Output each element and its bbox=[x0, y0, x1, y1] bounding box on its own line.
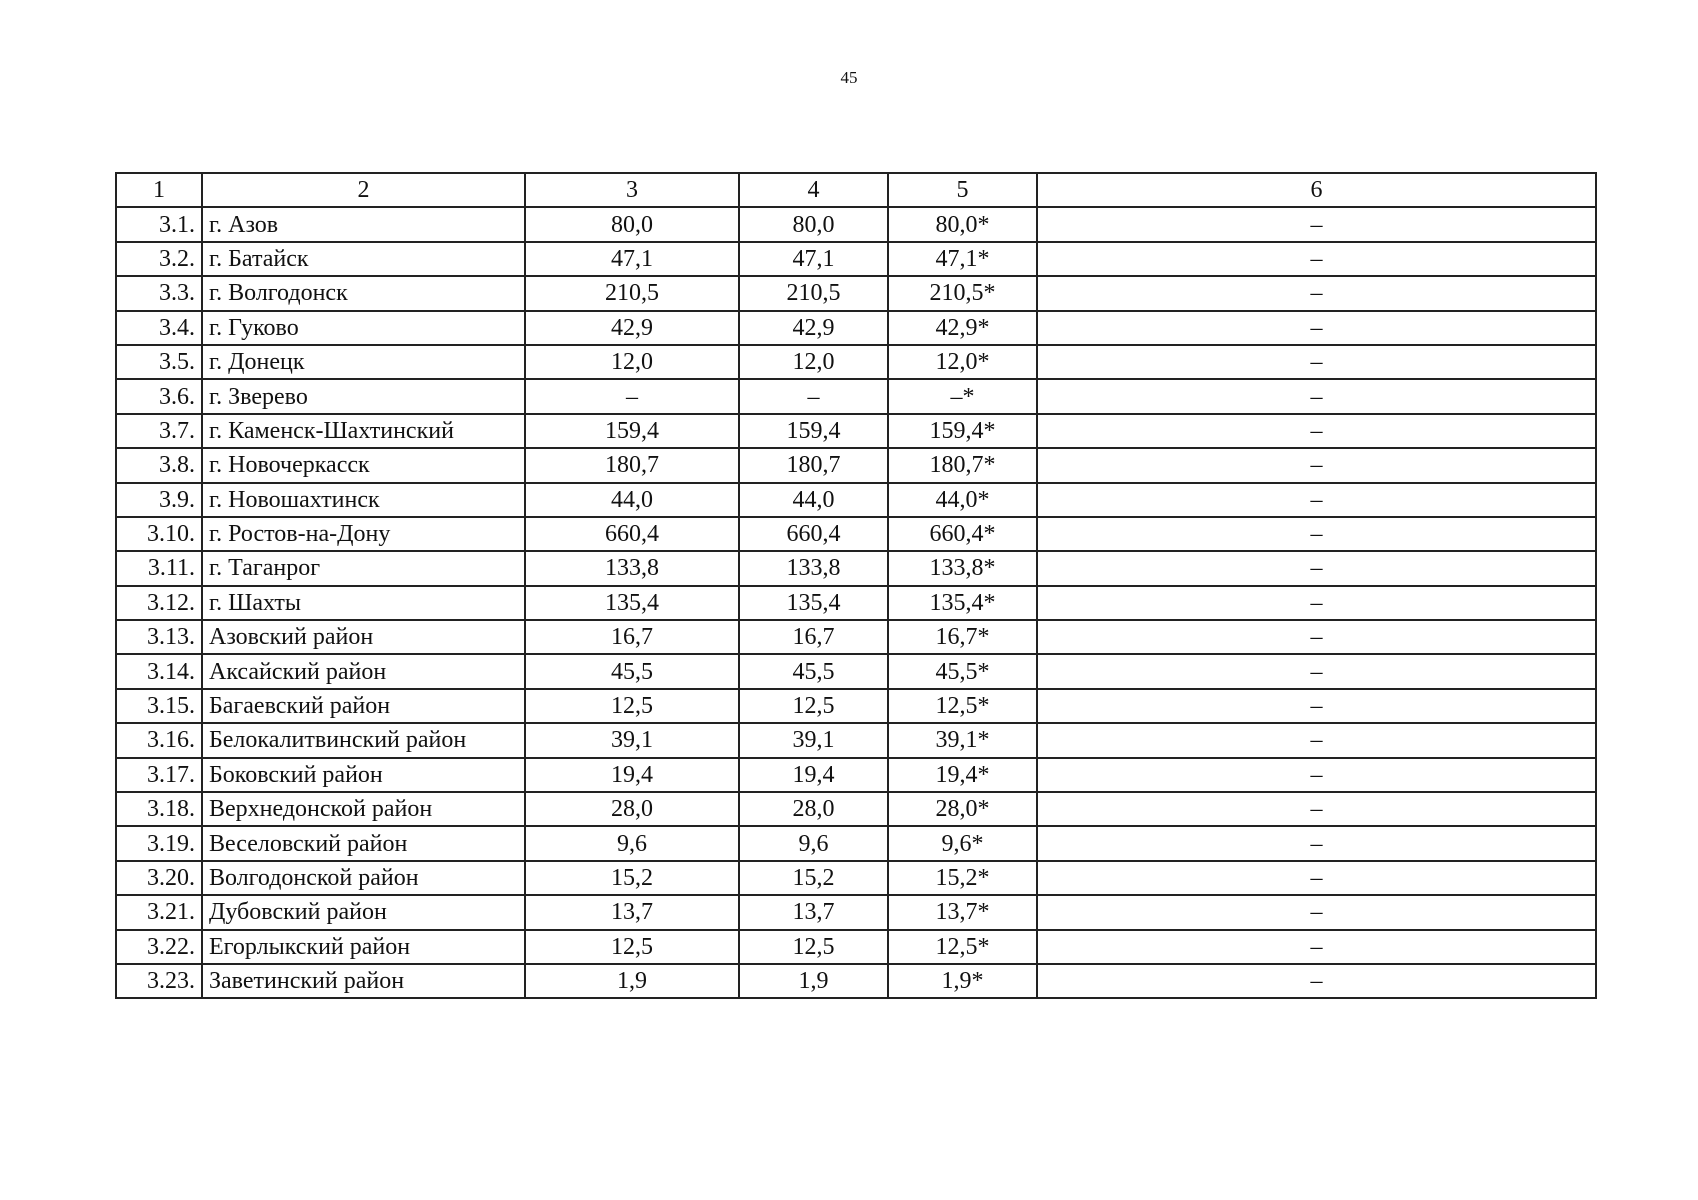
row-col3-cell: 28,0 bbox=[525, 792, 739, 826]
row-col4-cell: 180,7 bbox=[739, 448, 888, 482]
row-col3-cell: 12,5 bbox=[525, 689, 739, 723]
row-col4-cell: 15,2 bbox=[739, 861, 888, 895]
row-col3-cell: 12,0 bbox=[525, 345, 739, 379]
table-row bbox=[116, 517, 1596, 551]
row-col6-cell: – bbox=[1037, 689, 1596, 723]
row-col4-cell: 159,4 bbox=[739, 414, 888, 448]
row-name-cell: г. Таганрог bbox=[202, 551, 525, 585]
row-col5-cell: 47,1* bbox=[888, 242, 1037, 276]
row-col5-cell: 660,4* bbox=[888, 517, 1037, 551]
row-col3-cell: 42,9 bbox=[525, 311, 739, 345]
row-number-cell: 3.15. bbox=[116, 689, 202, 723]
row-col5-cell: 45,5* bbox=[888, 654, 1037, 688]
header-col-5: 5 bbox=[888, 173, 1037, 207]
row-number-cell: 3.21. bbox=[116, 895, 202, 929]
row-col3-cell: 1,9 bbox=[525, 964, 739, 998]
row-number-cell: 3.6. bbox=[116, 379, 202, 413]
row-col4-cell: 12,5 bbox=[739, 930, 888, 964]
row-col3-cell: 47,1 bbox=[525, 242, 739, 276]
row-col5-cell: 28,0* bbox=[888, 792, 1037, 826]
row-number-cell: 3.14. bbox=[116, 654, 202, 688]
table-row bbox=[116, 414, 1596, 448]
row-col3-cell: 159,4 bbox=[525, 414, 739, 448]
row-number-cell: 3.18. bbox=[116, 792, 202, 826]
row-col5-cell: 42,9* bbox=[888, 311, 1037, 345]
row-number-cell: 3.22. bbox=[116, 930, 202, 964]
table-header-row bbox=[116, 173, 1596, 207]
row-col5-cell: –* bbox=[888, 379, 1037, 413]
row-number-cell: 3.8. bbox=[116, 448, 202, 482]
row-col3-cell: 19,4 bbox=[525, 758, 739, 792]
row-name-cell: Белокалитвинский район bbox=[202, 723, 525, 757]
row-name-cell: Веселовский район bbox=[202, 826, 525, 860]
header-col-6: 6 bbox=[1037, 173, 1596, 207]
row-name-cell: Волгодонской район bbox=[202, 861, 525, 895]
row-col6-cell: – bbox=[1037, 345, 1596, 379]
row-col5-cell: 39,1* bbox=[888, 723, 1037, 757]
row-col6-cell: – bbox=[1037, 207, 1596, 241]
table-row bbox=[116, 861, 1596, 895]
row-col5-cell: 12,5* bbox=[888, 689, 1037, 723]
table-row bbox=[116, 758, 1596, 792]
row-number-cell: 3.13. bbox=[116, 620, 202, 654]
row-col4-cell: 16,7 bbox=[739, 620, 888, 654]
table-row bbox=[116, 483, 1596, 517]
row-number-cell: 3.3. bbox=[116, 276, 202, 310]
table-row bbox=[116, 723, 1596, 757]
table-row bbox=[116, 620, 1596, 654]
row-col6-cell: – bbox=[1037, 654, 1596, 688]
row-name-cell: г. Волгодонск bbox=[202, 276, 525, 310]
row-col5-cell: 180,7* bbox=[888, 448, 1037, 482]
row-name-cell: г. Каменск-Шахтинский bbox=[202, 414, 525, 448]
row-name-cell: Егорлыкский район bbox=[202, 930, 525, 964]
row-col4-cell: 9,6 bbox=[739, 826, 888, 860]
row-col4-cell: 13,7 bbox=[739, 895, 888, 929]
table-row bbox=[116, 242, 1596, 276]
table-row bbox=[116, 379, 1596, 413]
row-col5-cell: 44,0* bbox=[888, 483, 1037, 517]
page-number: 45 bbox=[840, 68, 858, 87]
row-name-cell: Заветинский район bbox=[202, 964, 525, 998]
row-col6-cell: – bbox=[1037, 242, 1596, 276]
table-row bbox=[116, 654, 1596, 688]
row-col6-cell: – bbox=[1037, 379, 1596, 413]
row-name-cell: г. Ростов-на-Дону bbox=[202, 517, 525, 551]
header-col-3: 3 bbox=[525, 173, 739, 207]
row-col4-cell: 45,5 bbox=[739, 654, 888, 688]
row-col4-cell: 47,1 bbox=[739, 242, 888, 276]
row-col3-cell: 15,2 bbox=[525, 861, 739, 895]
row-col6-cell: – bbox=[1037, 517, 1596, 551]
row-col5-cell: 135,4* bbox=[888, 586, 1037, 620]
row-name-cell: Верхнедонской район bbox=[202, 792, 525, 826]
row-number-cell: 3.10. bbox=[116, 517, 202, 551]
row-col4-cell: 19,4 bbox=[739, 758, 888, 792]
row-name-cell: г. Новошахтинск bbox=[202, 483, 525, 517]
row-col3-cell: 660,4 bbox=[525, 517, 739, 551]
table-row bbox=[116, 964, 1596, 998]
row-col4-cell: 133,8 bbox=[739, 551, 888, 585]
row-col3-cell: – bbox=[525, 379, 739, 413]
row-col6-cell: – bbox=[1037, 826, 1596, 860]
row-col3-cell: 16,7 bbox=[525, 620, 739, 654]
row-col3-cell: 135,4 bbox=[525, 586, 739, 620]
row-name-cell: г. Шахты bbox=[202, 586, 525, 620]
row-name-cell: г. Новочеркасск bbox=[202, 448, 525, 482]
row-col4-cell: – bbox=[739, 379, 888, 413]
row-number-cell: 3.2. bbox=[116, 242, 202, 276]
row-number-cell: 3.7. bbox=[116, 414, 202, 448]
header-col-2: 2 bbox=[202, 173, 525, 207]
row-col6-cell: – bbox=[1037, 723, 1596, 757]
row-number-cell: 3.1. bbox=[116, 207, 202, 241]
row-col6-cell: – bbox=[1037, 758, 1596, 792]
row-col5-cell: 13,7* bbox=[888, 895, 1037, 929]
row-col5-cell: 16,7* bbox=[888, 620, 1037, 654]
table-row bbox=[116, 895, 1596, 929]
table-row bbox=[116, 448, 1596, 482]
row-col6-cell: – bbox=[1037, 895, 1596, 929]
table-row bbox=[116, 586, 1596, 620]
row-col5-cell: 80,0* bbox=[888, 207, 1037, 241]
row-name-cell: г. Батайск bbox=[202, 242, 525, 276]
row-col5-cell: 19,4* bbox=[888, 758, 1037, 792]
row-name-cell: Азовский район bbox=[202, 620, 525, 654]
row-name-cell: г. Азов bbox=[202, 207, 525, 241]
row-col5-cell: 133,8* bbox=[888, 551, 1037, 585]
row-number-cell: 3.17. bbox=[116, 758, 202, 792]
row-col4-cell: 39,1 bbox=[739, 723, 888, 757]
row-col4-cell: 12,0 bbox=[739, 345, 888, 379]
row-name-cell: г. Зверево bbox=[202, 379, 525, 413]
row-number-cell: 3.4. bbox=[116, 311, 202, 345]
row-number-cell: 3.12. bbox=[116, 586, 202, 620]
table-row bbox=[116, 345, 1596, 379]
row-col6-cell: – bbox=[1037, 930, 1596, 964]
row-col3-cell: 210,5 bbox=[525, 276, 739, 310]
row-col6-cell: – bbox=[1037, 861, 1596, 895]
row-number-cell: 3.23. bbox=[116, 964, 202, 998]
row-col6-cell: – bbox=[1037, 792, 1596, 826]
row-col5-cell: 159,4* bbox=[888, 414, 1037, 448]
row-col3-cell: 9,6 bbox=[525, 826, 739, 860]
row-col5-cell: 9,6* bbox=[888, 826, 1037, 860]
data-table bbox=[115, 172, 1597, 999]
row-col3-cell: 80,0 bbox=[525, 207, 739, 241]
row-col4-cell: 12,5 bbox=[739, 689, 888, 723]
row-name-cell: г. Гуково bbox=[202, 311, 525, 345]
row-col5-cell: 12,5* bbox=[888, 930, 1037, 964]
row-col6-cell: – bbox=[1037, 551, 1596, 585]
table-row bbox=[116, 551, 1596, 585]
row-name-cell: Дубовский район bbox=[202, 895, 525, 929]
row-col6-cell: – bbox=[1037, 311, 1596, 345]
row-name-cell: Боковский район bbox=[202, 758, 525, 792]
row-col4-cell: 135,4 bbox=[739, 586, 888, 620]
row-col5-cell: 12,0* bbox=[888, 345, 1037, 379]
row-col6-cell: – bbox=[1037, 276, 1596, 310]
table-row bbox=[116, 311, 1596, 345]
row-col6-cell: – bbox=[1037, 964, 1596, 998]
table-row bbox=[116, 930, 1596, 964]
row-col4-cell: 660,4 bbox=[739, 517, 888, 551]
table-row bbox=[116, 276, 1596, 310]
row-col5-cell: 15,2* bbox=[888, 861, 1037, 895]
table-body bbox=[116, 173, 1596, 998]
row-col4-cell: 28,0 bbox=[739, 792, 888, 826]
row-col6-cell: – bbox=[1037, 448, 1596, 482]
row-col3-cell: 133,8 bbox=[525, 551, 739, 585]
row-col4-cell: 80,0 bbox=[739, 207, 888, 241]
row-col4-cell: 210,5 bbox=[739, 276, 888, 310]
row-name-cell: Багаевский район bbox=[202, 689, 525, 723]
row-col3-cell: 13,7 bbox=[525, 895, 739, 929]
row-number-cell: 3.20. bbox=[116, 861, 202, 895]
row-col4-cell: 42,9 bbox=[739, 311, 888, 345]
row-col4-cell: 1,9 bbox=[739, 964, 888, 998]
table-row bbox=[116, 826, 1596, 860]
row-col6-cell: – bbox=[1037, 586, 1596, 620]
row-col6-cell: – bbox=[1037, 483, 1596, 517]
row-name-cell: г. Донецк bbox=[202, 345, 525, 379]
row-number-cell: 3.16. bbox=[116, 723, 202, 757]
row-col5-cell: 1,9* bbox=[888, 964, 1037, 998]
row-col3-cell: 180,7 bbox=[525, 448, 739, 482]
row-col6-cell: – bbox=[1037, 414, 1596, 448]
header-col-4: 4 bbox=[739, 173, 888, 207]
row-col3-cell: 39,1 bbox=[525, 723, 739, 757]
row-number-cell: 3.19. bbox=[116, 826, 202, 860]
row-number-cell: 3.5. bbox=[116, 345, 202, 379]
table-row bbox=[116, 792, 1596, 826]
row-number-cell: 3.11. bbox=[116, 551, 202, 585]
row-col3-cell: 44,0 bbox=[525, 483, 739, 517]
row-number-cell: 3.9. bbox=[116, 483, 202, 517]
row-col3-cell: 45,5 bbox=[525, 654, 739, 688]
header-col-1: 1 bbox=[116, 173, 202, 207]
row-col3-cell: 12,5 bbox=[525, 930, 739, 964]
row-col6-cell: – bbox=[1037, 620, 1596, 654]
row-col4-cell: 44,0 bbox=[739, 483, 888, 517]
row-name-cell: Аксайский район bbox=[202, 654, 525, 688]
row-col5-cell: 210,5* bbox=[888, 276, 1037, 310]
table-row bbox=[116, 689, 1596, 723]
table-row bbox=[116, 207, 1596, 241]
